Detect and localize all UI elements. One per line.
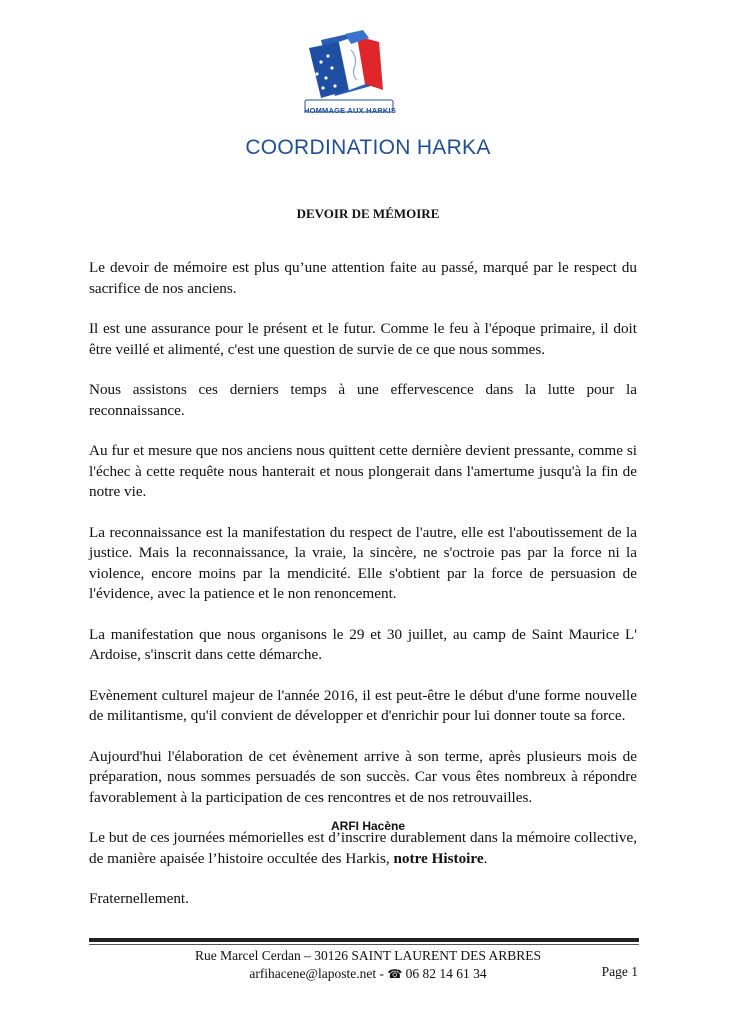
final-paragraph-emphasis: notre Histoire bbox=[393, 849, 484, 867]
footer-divider-thin bbox=[89, 944, 639, 945]
footer-divider bbox=[89, 938, 639, 942]
document-title: DEVOIR DE MÉMOIRE bbox=[296, 206, 440, 221]
paragraph: Le devoir de mémoire est plus qu’une attention faite au passé, marqué par le respect du sacrifice de nos anciens. bbox=[89, 259, 637, 297]
footer-email: arfihacene@laposte.net bbox=[249, 966, 377, 981]
paragraph-final bbox=[89, 828, 637, 869]
footer-address: Rue Marcel Cerdan – 30126 SAINT LAURENT DES ARBRES bbox=[195, 948, 541, 963]
final-paragraph-end: . bbox=[483, 849, 488, 867]
page-number: Page 1 bbox=[601, 964, 638, 979]
paragraph: Il est une assurance pour le présent et le futur. Comme le feu à l'époque primaire, il doit être veillé et alimenté, c'est une question de survie de ce que nous sommes. bbox=[89, 320, 637, 358]
telephone-icon: ☎ bbox=[387, 967, 403, 981]
paragraph: Au fur et mesure que nos anciens nous quittent cette dernière devient pressante, comme si l'échec à cette requête nous hanterait et nous plongerait dans l'amertume jusqu'à la fin de notre vie. bbox=[89, 442, 637, 500]
paragraph: Evènement culturel majeur de l'année 2016, il est peut-être le début d'une forme nouvelle de militantisme, qu'il convient de développer et d'enrichir pour lui donner toute sa force. bbox=[89, 686, 637, 724]
footer-separator: - bbox=[376, 966, 388, 981]
closing: Fraternellement. bbox=[89, 890, 189, 907]
paragraph: La manifestation que nous organisons le 29 et 30 juillet, au camp de Saint Maurice L' Ardoise, s'inscrit dans cette démarche. bbox=[89, 625, 637, 663]
organization-title: COORDINATION HARKA bbox=[245, 136, 491, 159]
final-paragraph-lead: Le but de ces journées mémorielles est d’inscrire durablement dans la mémoire collective, de manière apaisée l’histoire occultée des Harkis, bbox=[89, 829, 637, 867]
paragraph: Aujourd'hui l'élaboration de cet évènement arrive à son terme, après plusieurs mois de préparation, nous sommes persuadés de son succès. Car vous êtes nombreux à répondre favorablement à la participation de ces rencontres et de nos retrouvailles. bbox=[89, 747, 637, 806]
paragraph: La reconnaissance est la manifestation du respect de l'autre, elle est l'aboutissement de la justice. Mais la reconnaissance, la vraie, la sincère, ne s'octroie pas par la force ni la violence, encore moins par la mendicité. Elle s'obtient par la force de persuasion de l'évidence, avec la patience et le non renoncement. bbox=[89, 523, 637, 602]
footer-phone: 06 82 14 61 34 bbox=[405, 966, 487, 981]
logo-caption: HOMMAGE AUX HARKIS bbox=[303, 106, 397, 115]
signature: ARFI Hacène bbox=[330, 819, 406, 833]
paragraph: Nous assistons ces derniers temps à une effervescence dans la lutte pour la reconnaissance. bbox=[89, 381, 637, 419]
